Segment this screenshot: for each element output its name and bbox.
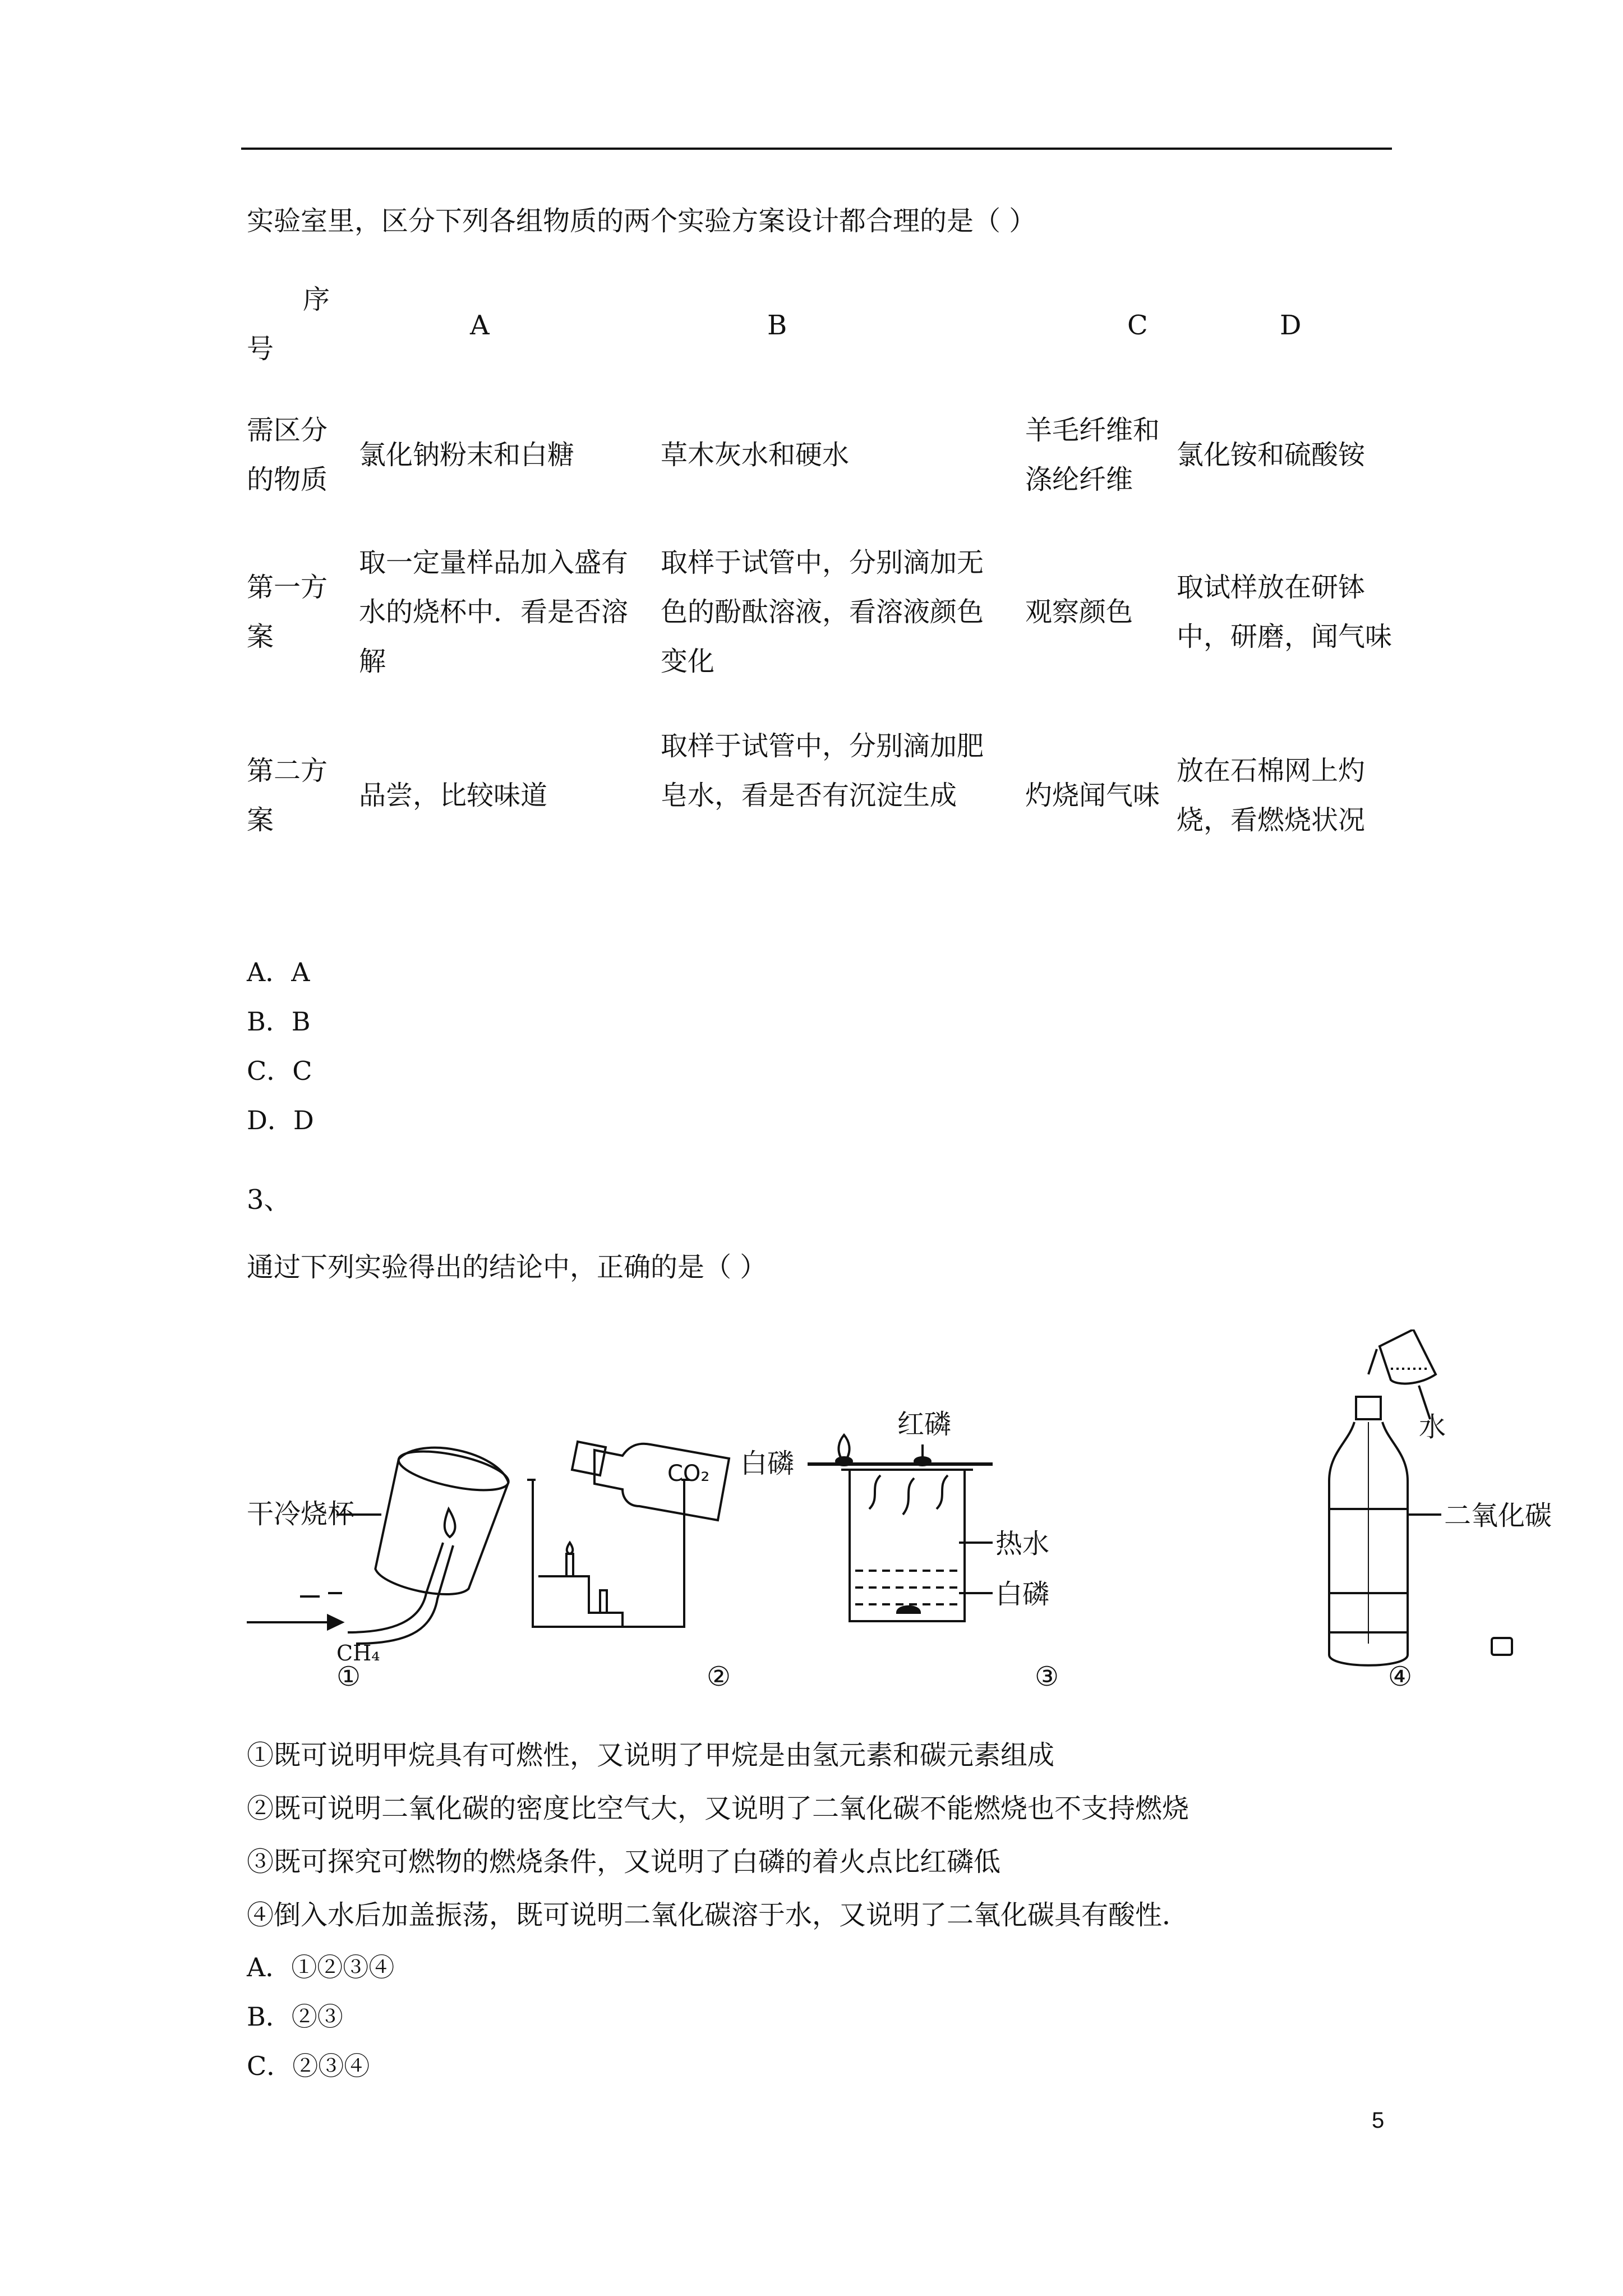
table-header-label: 序号	[247, 284, 330, 365]
label-white-phosphorus-top: 白磷	[740, 1448, 795, 1479]
label-methane: CH₄	[336, 1641, 380, 1665]
q3-option-a[interactable]: A．①②③④	[247, 1952, 395, 1982]
table-header-col-d: D	[1280, 310, 1302, 341]
row-label-plan-two: 第二方案	[247, 755, 328, 836]
cell-substances-c: 羊毛纤维和涤纶纤维	[1025, 415, 1160, 495]
label-co2-bottle: CO₂	[667, 1461, 710, 1487]
statement-4: ④倒入水后加盖振荡，既可说明二氧化碳溶于水，又说明了二氧化碳具有酸性．	[247, 1899, 1189, 1931]
plastic-bottle-apparatus	[1329, 1329, 1512, 1665]
page-number: 5	[1372, 2108, 1385, 2133]
label-hot-water: 热水	[995, 1528, 1050, 1559]
label-red-phosphorus: 红磷	[897, 1409, 952, 1440]
q3-option-c[interactable]: C．②③④	[247, 2051, 370, 2081]
q3-option-b[interactable]: B．②③	[247, 2001, 343, 2032]
question-stem-3: 通过下列实验得出的结论中，正确的是（ ）	[247, 1251, 767, 1283]
table-header-col-a: A	[470, 310, 490, 341]
cell-plan-two-d: 放在石棉网上灼烧，看燃烧状况	[1177, 755, 1366, 836]
q2-option-c[interactable]: C．C	[247, 1056, 312, 1086]
question-number: 3、	[247, 1184, 291, 1216]
row-label-plan-one: 第一方案	[247, 572, 328, 652]
cell-plan-one-b: 取样于试管中，分别滴加无色的酚酞溶液，看溶液颜色变化	[661, 547, 984, 677]
question-stem: 实验室里，区分下列各组物质的两个实验方案设计都合理的是（ ）	[247, 205, 1036, 237]
table-header-col-b: B	[767, 310, 787, 341]
experiment-figure	[236, 1329, 1604, 1688]
statement-1: ①既可说明甲烷具有可燃性，又说明了甲烷是由氢元素和碳元素组成	[247, 1740, 1055, 1771]
cell-plan-two-b: 取样于试管中，分别滴加肥皂水，看是否有沉淀生成	[661, 730, 984, 811]
q2-option-b[interactable]: B．B	[247, 1006, 311, 1037]
statement-2: ②既可说明二氧化碳的密度比空气大，又说明了二氧化碳不能燃烧也不支持燃烧	[247, 1793, 1189, 1824]
label-white-phosphorus-bottom: 白磷	[995, 1579, 1050, 1610]
table-header-col-c: C	[1127, 310, 1148, 341]
cell-plan-two-c: 灼烧闻气味	[1025, 780, 1160, 811]
cell-plan-two-a: 品尝，比较味道	[359, 780, 548, 811]
figure-number-2: ②	[707, 1661, 731, 1688]
q2-option-d[interactable]: D．D	[247, 1105, 314, 1135]
figure-number-4: ④	[1388, 1661, 1413, 1688]
label-cold-beaker: 干冷烧杯	[247, 1498, 355, 1530]
cell-plan-one-a: 取一定量样品加入盛有水的烧杯中．看是否溶解	[359, 547, 629, 677]
header-rule	[241, 148, 1392, 150]
q2-option-a[interactable]: A．A	[247, 957, 310, 987]
row-label-substances: 需区分的物质	[247, 415, 328, 495]
cell-substances-b: 草木灰水和硬水	[661, 439, 850, 471]
hot-water-beaker-apparatus	[808, 1435, 993, 1621]
figure-number-1: ①	[336, 1661, 361, 1688]
cell-plan-one-d: 取试样放在研钵中，研磨，闻气味	[1177, 572, 1393, 652]
statement-3: ③既可探究可燃物的燃烧条件，又说明了白磷的着火点比红磷低	[247, 1846, 1001, 1878]
cell-plan-one-c: 观察颜色	[1025, 596, 1133, 628]
cold-beaker-apparatus	[328, 1438, 513, 1644]
cell-substances-a: 氯化钠粉末和白糖	[359, 439, 575, 471]
label-water: 水	[1419, 1411, 1446, 1443]
label-carbon-dioxide: 二氧化碳	[1444, 1500, 1552, 1531]
cell-substances-d: 氯化铵和硫酸铵	[1177, 439, 1366, 471]
figure-number-3: ③	[1035, 1661, 1059, 1688]
